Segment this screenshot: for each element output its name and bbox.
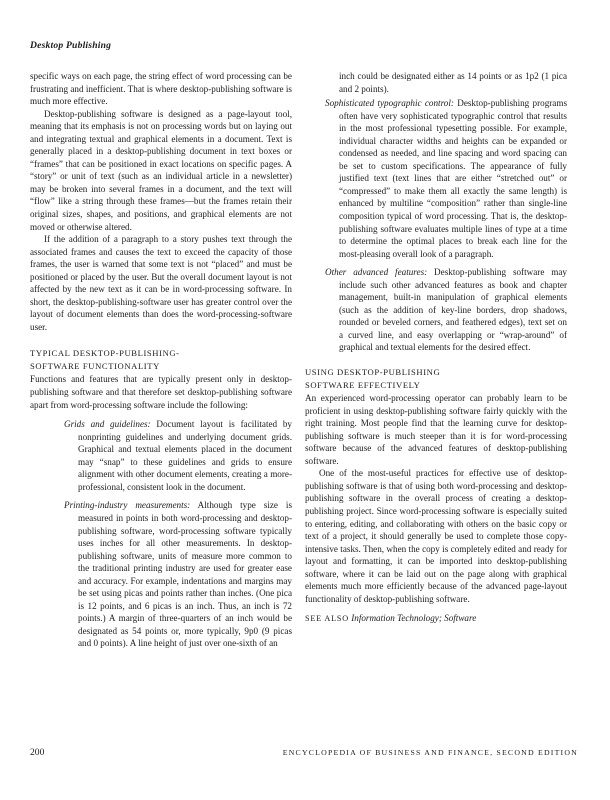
section-heading-line: TYPICAL DESKTOP-PUBLISHING- xyxy=(30,348,180,359)
feature-text: Desktop-publishing programs often have very sophisticated typographic control that results in the most professional typesetting possible. For example, individual character widths and heights can be expanded or condensed as needed, and line spacing and word spacing can be set to custom specifications. The appearance of fully justified text (text lines that are either “stretched out” or “compressed” to make them all exactly the same length) is enhanced by multiline “composition” rather than single-line composition typical of word processing. That is, the desktop-publishing software evaluates multiple lines of type at a time to determine the optimal places to break each line for the most-pleasing overall look of a paragraph. xyxy=(339,98,567,259)
left-column xyxy=(30,70,292,650)
feature-term: Sophisticated typographic control: xyxy=(325,98,454,109)
section-heading-line: USING DESKTOP-PUBLISHING xyxy=(305,367,441,378)
section-intro: Functions and features that are typically present only in desktop-publishing software and that therefore set desktop-publishing software apart from word-processing software include the following: xyxy=(30,374,292,410)
section-heading-line: SOFTWARE FUNCTIONALITY xyxy=(30,360,160,371)
feature-entry xyxy=(305,97,567,260)
section-heading xyxy=(30,347,292,372)
body-paragraph: specific ways on each page, the string effect of word processing can be frustrating and inefficient. That is where desktop-publishing software is much more effective. xyxy=(30,71,292,107)
right-column xyxy=(305,70,567,626)
book-title: ENCYCLOPEDIA OF BUSINESS AND FINANCE, SECOND EDITION xyxy=(282,748,578,757)
feature-continuation: inch could be designated either as 14 points or as 1p2 (1 pica and 2 points). xyxy=(339,71,567,94)
feature-text: Although type size is measured in points in both word-processing and desktop-publishing software, word-processing software typically uses inches for all other measurements. In desktop-publishing software, units of measure more common to the traditional printing industry are used for greater ease and accuracy. For example, indentations and margins may be set using picas and points rather than inches. (One pica is 12 points, and 6 picas is an inch. Thus, an inch is 72 points.) A margin of three-quarters of an inch would be designated as 54 points or, more typically, 9p0 (9 picas and 0 points). A line height of just over one-sixth of an xyxy=(78,500,292,649)
feature-entry xyxy=(30,418,292,493)
feature-entry xyxy=(305,266,567,354)
feature-term: Other advanced features: xyxy=(325,267,428,278)
page-number: 200 xyxy=(30,747,45,758)
running-head: Desktop Publishing xyxy=(30,40,112,51)
section-heading-line: SOFTWARE EFFECTIVELY xyxy=(305,379,421,390)
body-paragraph: An experienced word-processing operator can probably learn to be proficient in using desktop-publishing software fairly quickly with the right training. Most people find that the learning curve for desktop-publishing software is much steeper than it is for word-processing software because of the advanced features of desktop-publishing software. xyxy=(305,393,567,466)
see-also-links[interactable]: Information Technology; Software xyxy=(351,613,477,624)
feature-entry xyxy=(30,499,292,650)
body-paragraph: If the addition of a paragraph to a story pushes text through the associated frames and causes the text to exceed the capacity of those frames, the user is warned that some text is not “placed” and must be positioned or placed by the user. But the overall document layout is not affected by the new text as it can be in word-processing software. In short, the desktop-publishing-software user has greater control over the layout of document elements than does the word-processing-software user. xyxy=(30,234,292,332)
body-paragraph: One of the most-useful practices for effective use of desktop-publishing software is that of using both word-processing and desktop-publishing software in the overall process of creating a desktop-publishing project. Since word-processing software is especially suited to entering, editing, and collaborating with others on the basic copy or text of a project, it should generally be used to complete those copy-intensive tasks. Then, when the copy is completely edited and ready for layout and formatting, it can be imported into desktop-publishing software, where it can be laid out on the page along with graphical elements much more efficiently because of the advanced page-layout functionality of desktop-publishing software. xyxy=(305,468,567,604)
section-heading xyxy=(305,366,567,391)
feature-term: Grids and guidelines: xyxy=(64,419,151,430)
see-also-label: SEE ALSO xyxy=(305,614,349,624)
see-also xyxy=(305,612,567,626)
feature-term: Printing-industry measurements: xyxy=(64,500,191,511)
feature-text: Desktop-publishing software may include such other advanced features as book and chapter management, built-in manipulation of graphical elements (such as the addition of key-line borders, drop shadows, rounded or beveled corners, and feathered edges), text set on a curved line, and easy overlapping or “wrap-around” of graphical and textual elements for the desired effect. xyxy=(339,267,567,353)
body-paragraph: Desktop-publishing software is designed as a page-layout tool, meaning that its emphasis is not on processing words but on laying out and integrating textual and graphical elements in a document. Text is generally placed in a desktop-publishing document in text boxes or “frames” that can be positioned in exact locations on specific pages. A “story” or unit of text (such as an individual article in a newsletter) may be broken into several frames in a document, and the text will “flow” like a string through these frames—but the frames retain their original sizes, shapes, and positions, and graphical elements are not moved or otherwise altered. xyxy=(30,108,292,232)
feature-text: Document layout is facilitated by nonprinting guidelines and underlying document grids. Graphical and textual elements placed in the document may “snap” to these guidelines and grids to ensure alignment with other document elements, creating a more-professional, consistent look in the document. xyxy=(78,419,292,492)
